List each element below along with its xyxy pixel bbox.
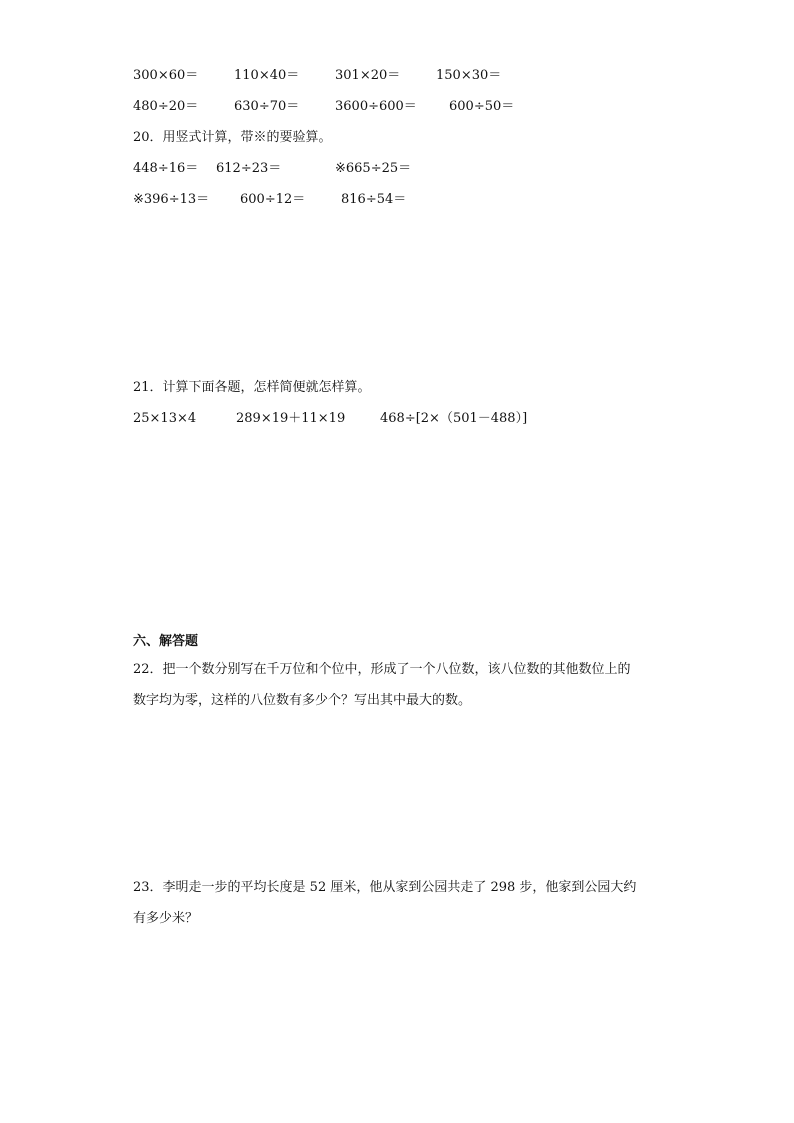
question-22-text-line2: 数字均为零，这样的八位数有多少个？写出其中最大的数。	[133, 693, 472, 708]
vertical-calc-item: 612÷23＝	[216, 161, 282, 176]
simplify-calc-item: 468÷[2×（501－488）]	[380, 411, 528, 426]
oral-item: 3600÷600＝	[335, 99, 417, 114]
oral-item: 630÷70＝	[234, 99, 300, 114]
question-23-text-line2: 有多少米？	[133, 911, 199, 926]
question-20-title: 20．用竖式计算，带※的要验算。	[133, 130, 332, 145]
vertical-calc-item: 448÷16＝	[133, 161, 199, 176]
question-21-title: 21．计算下面各题，怎样简便就怎样算。	[133, 380, 371, 395]
oral-item: 480÷20＝	[133, 99, 199, 114]
vertical-calc-item: ※665÷25＝	[335, 161, 412, 176]
simplify-calc-item: 25×13×4	[133, 411, 197, 426]
vertical-calc-item: 600÷12＝	[240, 192, 306, 207]
oral-item: 600÷50＝	[449, 99, 515, 114]
oral-item: 150×30＝	[436, 68, 502, 83]
vertical-calc-item: ※396÷13＝	[133, 192, 210, 207]
vertical-calc-item: 816÷54＝	[341, 192, 407, 207]
oral-item: 110×40＝	[234, 68, 300, 83]
oral-item: 300×60＝	[133, 68, 199, 83]
section-heading: 六、解答题	[133, 634, 199, 649]
oral-item: 301×20＝	[335, 68, 401, 83]
question-23-text-line1: 23．李明走一步的平均长度是 52 厘米，他从家到公园共走了 298 步，他家到公园大约	[133, 880, 637, 895]
question-22-text-line1: 22．把一个数分别写在千万位和个位中，形成了一个八位数，该八位数的其他数位上的	[133, 662, 631, 677]
simplify-calc-item: 289×19＋11×19	[236, 411, 346, 426]
